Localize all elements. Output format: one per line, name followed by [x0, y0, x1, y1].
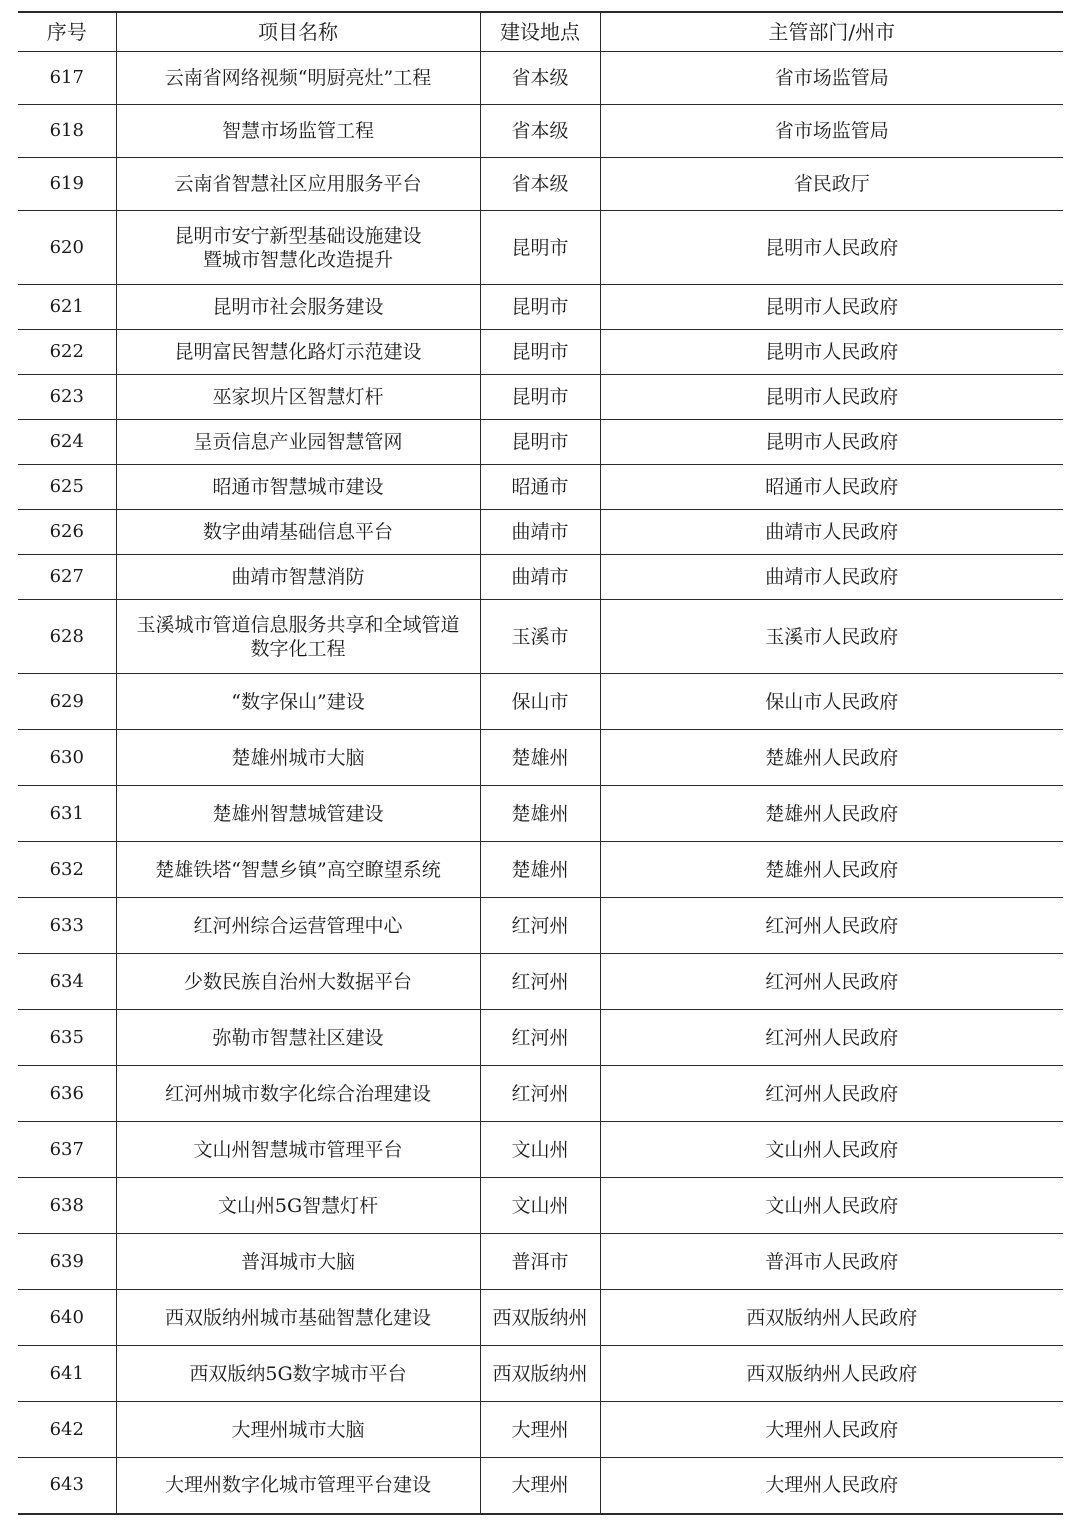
table-row [18, 465, 1063, 510]
cell-location: 红河州 [480, 898, 600, 954]
cell-location: 昆明市 [480, 375, 600, 420]
cell-no: 639 [18, 1234, 116, 1290]
cell-department: 红河州人民政府 [600, 954, 1063, 1010]
table-row [18, 1234, 1063, 1290]
cell-project-name [116, 158, 480, 211]
cell-location: 文山州 [480, 1122, 600, 1178]
table-row [18, 600, 1063, 674]
cell-no: 641 [18, 1346, 116, 1402]
cell-department: 昆明市人民政府 [600, 375, 1063, 420]
header-no: 序号 [18, 12, 116, 52]
cell-department: 玉溪市人民政府 [600, 600, 1063, 674]
project-table [18, 11, 1063, 1515]
project-name-line: 昆明富民智慧化路灯示范建设 [174, 341, 422, 363]
project-name-line: 弥勒市智慧社区建设 [212, 1026, 384, 1049]
cell-location: 昆明市 [480, 330, 600, 375]
table-header-row [18, 12, 1063, 52]
cell-no: 619 [18, 158, 116, 211]
cell-department: 昆明市人民政府 [600, 211, 1063, 285]
cell-location: 昆明市 [480, 211, 600, 285]
cell-no: 629 [18, 674, 116, 730]
table-row [18, 285, 1063, 330]
cell-department: 省市场监管局 [600, 52, 1063, 105]
cell-department: 昆明市人民政府 [600, 420, 1063, 465]
project-name-line: 云南省智慧社区应用服务平台 [174, 173, 422, 195]
project-table-container [18, 11, 1063, 1515]
cell-no: 617 [18, 52, 116, 105]
table-row [18, 1458, 1063, 1514]
cell-location: 文山州 [480, 1178, 600, 1234]
project-name-line: 西双版纳州城市基础智慧化建设 [164, 1306, 431, 1329]
cell-project-name [116, 1458, 480, 1514]
cell-project-name [116, 465, 480, 510]
cell-location: 红河州 [480, 1066, 600, 1122]
project-name-line: 大理州数字化城市管理平台建设 [164, 1474, 431, 1497]
table-row [18, 1010, 1063, 1066]
table-row [18, 1178, 1063, 1234]
cell-no: 626 [18, 510, 116, 555]
cell-no: 633 [18, 898, 116, 954]
cell-no: 618 [18, 105, 116, 158]
cell-no: 621 [18, 285, 116, 330]
table-row [18, 1122, 1063, 1178]
cell-location: 曲靖市 [480, 555, 600, 600]
cell-department: 楚雄州人民政府 [600, 842, 1063, 898]
project-name-line: 楚雄州城市大脑 [231, 746, 365, 769]
cell-location: 楚雄州 [480, 730, 600, 786]
cell-project-name [116, 954, 480, 1010]
cell-location: 保山市 [480, 674, 600, 730]
project-name-line: 智慧市场监管工程 [221, 120, 374, 142]
cell-location: 楚雄州 [480, 786, 600, 842]
project-name-line: “数字保山”建设 [231, 690, 365, 713]
table-row [18, 52, 1063, 105]
table-row [18, 555, 1063, 600]
project-name-line: 红河州城市数字化综合治理建设 [164, 1082, 431, 1105]
cell-location: 省本级 [480, 52, 600, 105]
project-name-line: 文山州5G智慧灯杆 [217, 1194, 379, 1217]
table-row [18, 211, 1063, 285]
cell-location: 玉溪市 [480, 600, 600, 674]
cell-no: 630 [18, 730, 116, 786]
project-name-line: 文山州智慧城市管理平台 [193, 1138, 403, 1161]
cell-location: 楚雄州 [480, 842, 600, 898]
project-name-line: 西双版纳5G数字城市平台 [189, 1362, 407, 1385]
cell-location: 昭通市 [480, 465, 600, 510]
cell-no: 638 [18, 1178, 116, 1234]
cell-project-name [116, 842, 480, 898]
header-location: 建设地点 [480, 12, 600, 52]
table-body [18, 52, 1063, 1514]
table-row [18, 330, 1063, 375]
cell-project-name [116, 1234, 480, 1290]
project-name-line: 少数民族自治州大数据平台 [183, 970, 412, 993]
cell-project-name [116, 1010, 480, 1066]
table-row [18, 954, 1063, 1010]
table-row [18, 730, 1063, 786]
cell-location: 西双版纳州 [480, 1290, 600, 1346]
project-name-line: 昭通市智慧城市建设 [212, 476, 384, 498]
cell-department: 昆明市人民政府 [600, 285, 1063, 330]
cell-no: 623 [18, 375, 116, 420]
project-name-line: 巫家坝片区智慧灯杆 [212, 386, 384, 408]
cell-location: 西双版纳州 [480, 1346, 600, 1402]
cell-no: 634 [18, 954, 116, 1010]
cell-location: 昆明市 [480, 420, 600, 465]
cell-department: 西双版纳州人民政府 [600, 1346, 1063, 1402]
cell-project-name [116, 105, 480, 158]
cell-no: 637 [18, 1122, 116, 1178]
table-row [18, 1402, 1063, 1458]
header-name: 项目名称 [116, 12, 480, 52]
cell-department: 普洱市人民政府 [600, 1234, 1063, 1290]
cell-location: 红河州 [480, 954, 600, 1010]
table-row [18, 1346, 1063, 1402]
cell-project-name [116, 375, 480, 420]
cell-location: 昆明市 [480, 285, 600, 330]
cell-no: 628 [18, 600, 116, 674]
table-row [18, 375, 1063, 420]
cell-project-name [116, 510, 480, 555]
cell-location: 大理州 [480, 1402, 600, 1458]
cell-project-name [116, 730, 480, 786]
table-row [18, 898, 1063, 954]
cell-no: 635 [18, 1010, 116, 1066]
cell-no: 631 [18, 786, 116, 842]
cell-department: 楚雄州人民政府 [600, 730, 1063, 786]
cell-department: 曲靖市人民政府 [600, 510, 1063, 555]
project-name-line: 普洱城市大脑 [240, 1250, 355, 1273]
table-row [18, 158, 1063, 211]
project-name-line: 大理州城市大脑 [231, 1418, 365, 1441]
cell-department: 曲靖市人民政府 [600, 555, 1063, 600]
cell-project-name [116, 555, 480, 600]
cell-project-name [116, 1066, 480, 1122]
project-name-line: 暨城市智慧化改造提升 [202, 248, 393, 271]
cell-department: 红河州人民政府 [600, 1066, 1063, 1122]
cell-no: 624 [18, 420, 116, 465]
header-department: 主管部门/州市 [600, 12, 1063, 52]
cell-department: 昭通市人民政府 [600, 465, 1063, 510]
cell-location: 普洱市 [480, 1234, 600, 1290]
cell-department: 文山州人民政府 [600, 1178, 1063, 1234]
cell-project-name [116, 330, 480, 375]
table-row [18, 674, 1063, 730]
cell-project-name [116, 285, 480, 330]
cell-department: 昆明市人民政府 [600, 330, 1063, 375]
cell-project-name [116, 674, 480, 730]
cell-project-name [116, 420, 480, 465]
cell-project-name [116, 52, 480, 105]
cell-location: 省本级 [480, 158, 600, 211]
cell-no: 636 [18, 1066, 116, 1122]
cell-location: 曲靖市 [480, 510, 600, 555]
table-row [18, 842, 1063, 898]
project-name-line: 楚雄铁塔“智慧乡镇”高空瞭望系统 [155, 858, 441, 881]
cell-department: 西双版纳州人民政府 [600, 1290, 1063, 1346]
cell-project-name [116, 1290, 480, 1346]
table-row [18, 1066, 1063, 1122]
cell-department: 省民政厅 [600, 158, 1063, 211]
project-name-line: 曲靖市智慧消防 [231, 566, 365, 588]
cell-department: 省市场监管局 [600, 105, 1063, 158]
cell-project-name [116, 1346, 480, 1402]
project-name-line: 红河州综合运营管理中心 [193, 914, 403, 937]
cell-location: 省本级 [480, 105, 600, 158]
cell-department: 红河州人民政府 [600, 898, 1063, 954]
cell-no: 632 [18, 842, 116, 898]
cell-location: 大理州 [480, 1458, 600, 1514]
cell-department: 红河州人民政府 [600, 1010, 1063, 1066]
cell-project-name [116, 786, 480, 842]
table-row [18, 1290, 1063, 1346]
project-name-line: 楚雄州智慧城管建设 [212, 802, 384, 825]
cell-project-name [116, 600, 480, 674]
cell-no: 627 [18, 555, 116, 600]
table-row [18, 420, 1063, 465]
cell-department: 大理州人民政府 [600, 1402, 1063, 1458]
cell-no: 622 [18, 330, 116, 375]
cell-project-name [116, 898, 480, 954]
cell-no: 643 [18, 1458, 116, 1514]
project-name-line: 呈贡信息产业园智慧管网 [193, 431, 403, 453]
cell-location: 红河州 [480, 1010, 600, 1066]
cell-department: 大理州人民政府 [600, 1458, 1063, 1514]
project-name-line: 云南省网络视频“明厨亮灶”工程 [164, 67, 432, 89]
cell-project-name [116, 1402, 480, 1458]
project-name-line: 昆明市安宁新型基础设施建设 [174, 224, 422, 247]
cell-no: 642 [18, 1402, 116, 1458]
table-row [18, 105, 1063, 158]
cell-project-name [116, 1122, 480, 1178]
project-name-line: 数字化工程 [250, 637, 346, 660]
cell-project-name [116, 1178, 480, 1234]
cell-department: 保山市人民政府 [600, 674, 1063, 730]
table-row [18, 510, 1063, 555]
project-name-line: 玉溪城市管道信息服务共享和全域管道 [136, 613, 460, 636]
cell-department: 楚雄州人民政府 [600, 786, 1063, 842]
cell-project-name [116, 211, 480, 285]
table-row [18, 786, 1063, 842]
project-name-line: 数字曲靖基础信息平台 [202, 521, 393, 543]
cell-department: 文山州人民政府 [600, 1122, 1063, 1178]
project-name-line: 昆明市社会服务建设 [212, 296, 384, 318]
cell-no: 640 [18, 1290, 116, 1346]
cell-no: 625 [18, 465, 116, 510]
cell-no: 620 [18, 211, 116, 285]
